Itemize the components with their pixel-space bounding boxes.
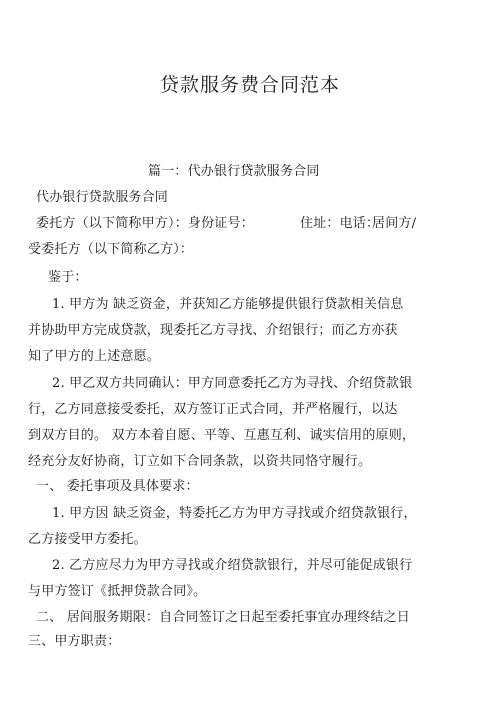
paragraph-line: 乙方接受甲方委托。 — [28, 532, 147, 547]
paragraph-line: 与甲方签订《抵押贷款合同》。 — [28, 584, 207, 599]
client-party-line: 委托方（以下简称甲方）：身份证号： — [36, 216, 254, 231]
paragraph-line: 经充分友好协商，订立如下合同条款，以资共同恪守履行。 — [28, 454, 372, 469]
paragraph-line: 行，乙方同意接受委托，双方签订正式合同，并严格履行，以达 — [28, 402, 398, 417]
address-phone-label: 住址：电话： — [300, 216, 380, 231]
paragraph-line: 知了甲方的上述意愿。 — [28, 349, 161, 364]
paragraph-line: 2. 乙方应尽力为甲方寻找或介绍贷款银行，并尽可能促成银行 — [52, 558, 413, 573]
document-title: 贷款服务费合同范本 — [159, 74, 340, 96]
section-heading-3: 三、甲方职责： — [28, 634, 121, 649]
paragraph-line: 2. 甲乙双方共同确认：甲方同意委托乙方为寻找、介绍贷款银 — [52, 376, 413, 391]
paragraph-line: 1. 甲方为 缺乏资金，并获知乙方能够提供银行贷款相关信息 — [52, 297, 404, 312]
intermediary-label: 居间方/ — [372, 216, 417, 231]
paragraph-line: 到双方目的。 双方本着自愿、平等、互惠互利、诚实信用的原则， — [28, 428, 416, 443]
paragraph-line: 1. 甲方因 缺乏资金，特委托乙方为甲方寻找或介绍贷款银行， — [52, 506, 417, 521]
contract-name: 代办银行贷款服务合同 — [36, 190, 169, 205]
document-subtitle: 篇一：代办银行贷款服务合同 — [148, 164, 320, 179]
section-heading-2: 二、 居间服务期限：自合同签订之日起至委托事宜办理终结之日 — [36, 610, 410, 625]
agent-party-line: 受委托方（以下简称乙方）： — [28, 242, 194, 257]
whereas-heading: 鉴于： — [48, 270, 88, 285]
section-heading-1: 一、 委托事项及具体要求： — [36, 479, 199, 494]
paragraph-line: 并协助甲方完成贷款，现委托乙方寻找、介绍银行；而乙方亦获 — [28, 323, 398, 338]
